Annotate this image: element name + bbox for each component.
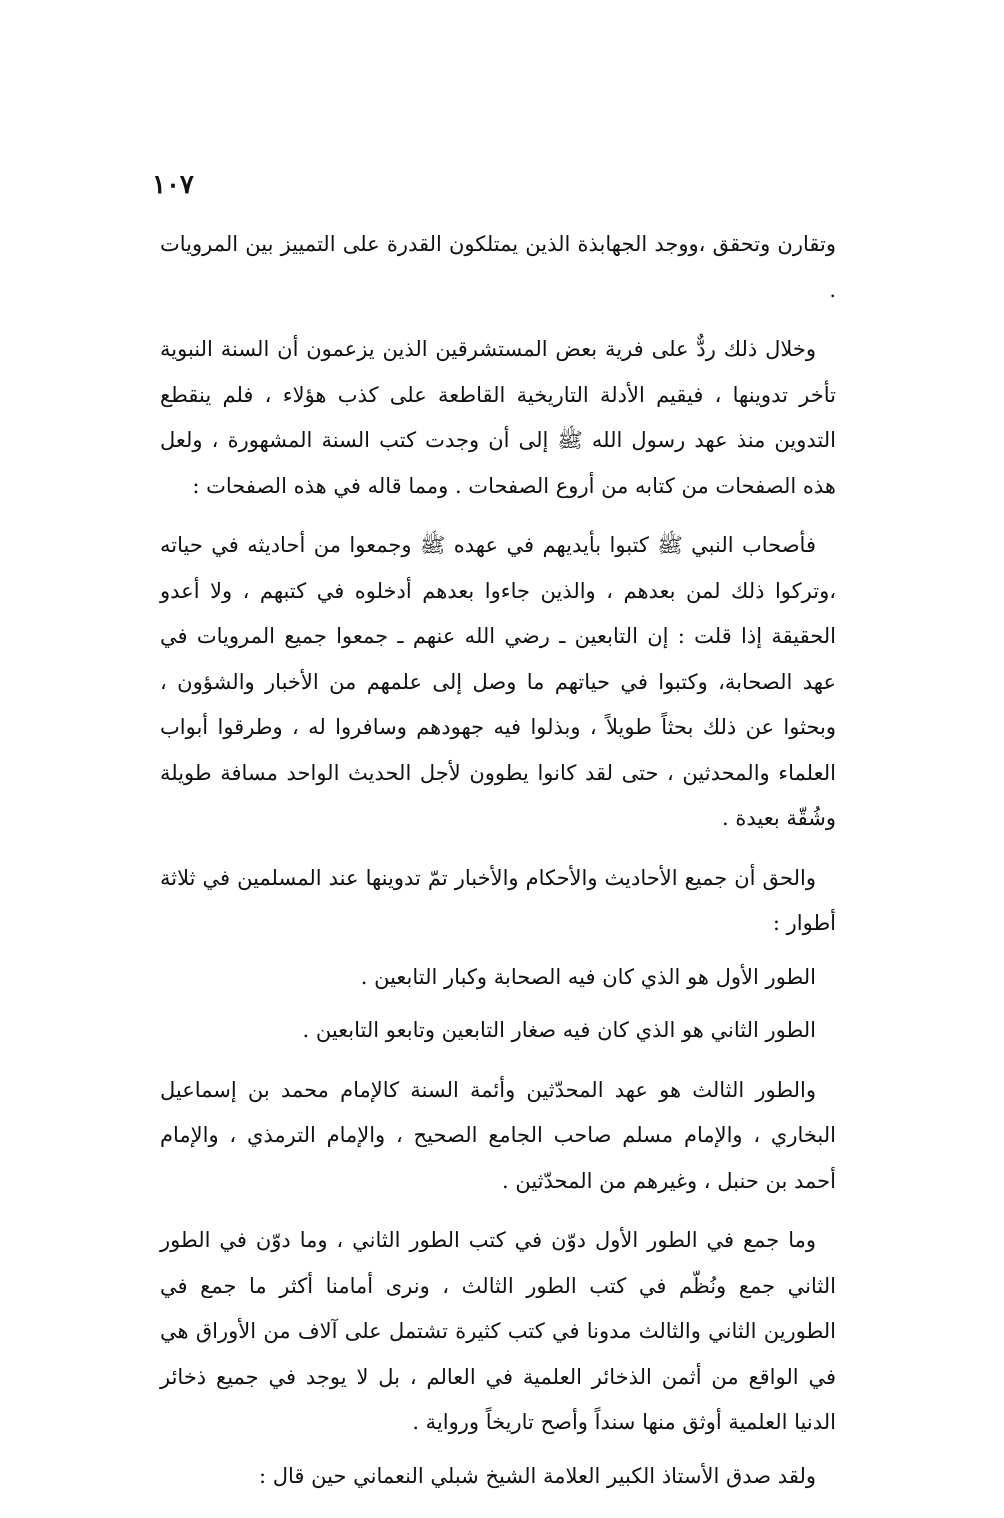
paragraph-6: الطور الثاني هو الذي كان فيه صغار التابعين وتابعو التابعين . <box>302 1018 816 1042</box>
paragraph-4: والحق أن جميع الأحاديث والأحكام والأخبار تمّ تدوينها عند المسلمين في ثلاثة أطوار : <box>160 865 836 935</box>
page-number: ١٠٧ <box>152 170 194 200</box>
paragraph-5: الطور الأول هو الذي كان فيه الصحابة وكبار التابعين . <box>360 964 816 989</box>
paragraph-9: ولقد صدق الأستاذ الكبير العلامة الشيخ شبلي النعماني حين قال : <box>259 1463 816 1488</box>
paragraph-2: وخلال ذلك ردٌّ على فرية بعض المستشرقين الذين يزعمون أن السنة النبوية تأخر تدوينها ، فيقيم الأدلة التاريخية القاطعة على كذب هؤلاء ، فلم ينقطع التدوين منذ عهد رسول الله ﷺ إلى أن وجدت كتب السنة المشهورة ، ولعل هذه الصفحات من كتابه من أروع الصفحات . ومما قاله في هذه الصفحات : <box>160 337 836 498</box>
paragraph-7: والطور الثالث هو عهد المحدّثين وأئمة السنة كالإمام محمد بن إسماعيل البخاري ، والإمام مسلم صاحب الجامع الصحيح ، والإمام الترمذي ، والإمام أحمد بن حنبل ، وغيرهم من المحدّثين . <box>160 1077 836 1193</box>
paragraph-8: وما جمع في الطور الأول دوّن في كتب الطور الثاني ، وما دوّن في الطور الثاني جمع ونُظّم في كتب الطور الثالث ، ونرى أمامنا أكثر ما جمع في الطورين الثاني والثالث مدونا في كتب كثيرة تشتمل على آلاف من الأوراق هي في الواقع من أثمن الذخائر العلمية في العالم ، بل لا يوجد في جميع ذخائر الدنيا العلمية أوثق منها سنداً وأصح تاريخاً ورواية . <box>160 1228 836 1434</box>
paragraph-1: وتقارن وتحقق ،ووجد الجهابذة الذين يمتلكون القدرة على التمييز بين المرويات . <box>160 232 836 302</box>
body-text <box>160 222 836 1499</box>
paragraph-3: فأصحاب النبي ﷺ كتبوا بأيديهم في عهده ﷺ وجمعوا من أحاديثه في حياته ،وتركوا ذلك لمن بعدهم ، والذين جاءوا بعدهم أدخلوه في كتبهم ، ولا أعدو الحقيقة إذا قلت : إن التابعين ـ رضي الله عنهم ـ جمعوا جميع المرويات في عهد الصحابة، وكتبوا في حياتهم ما وصل إلى علمهم من الأخبار والشؤون ، وبحثوا عن ذلك بحثاً طويلاً ، وبذلوا فيه جهودهم وسافروا له ، وطرقوا أبواب العلماء والمحدثين ، حتى لقد كانوا يطوون لأجل الحديث الواحد مسافة طويلة وشُقّة بعيدة . <box>160 533 836 830</box>
